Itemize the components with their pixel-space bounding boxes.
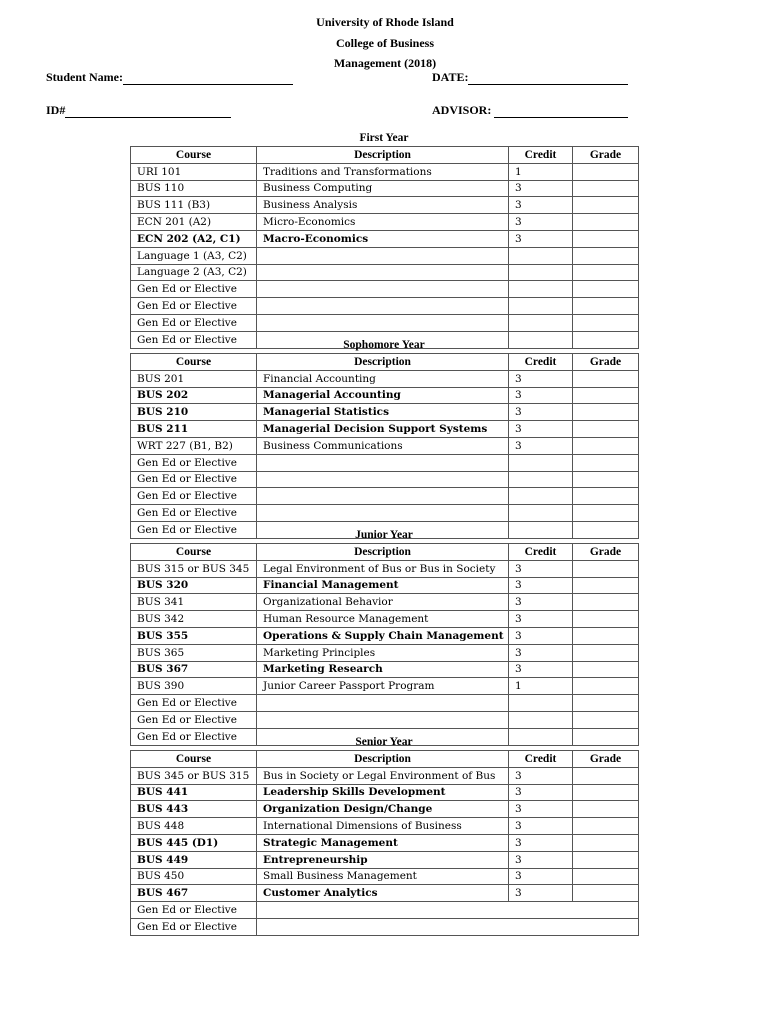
course-cell: Gen Ed or Elective	[131, 521, 257, 538]
table-header-row	[131, 354, 639, 371]
table-row	[131, 370, 639, 387]
description-cell: Customer Analytics	[257, 885, 509, 902]
course-cell: BUS 467	[131, 885, 257, 902]
course-cell: BUS 320	[131, 577, 257, 594]
grade-cell[interactable]	[573, 180, 639, 197]
table-row	[131, 818, 639, 835]
credit-cell: 3	[509, 370, 573, 387]
description-cell	[257, 711, 509, 728]
credit-cell: 3	[509, 661, 573, 678]
credit-cell: 3	[509, 214, 573, 231]
date-field[interactable]	[432, 70, 628, 85]
credit-cell: 3	[509, 577, 573, 594]
credit-cell: 3	[509, 437, 573, 454]
id-label: ID#	[46, 103, 66, 117]
grade-cell[interactable]	[573, 281, 639, 298]
grade-cell[interactable]	[573, 437, 639, 454]
credit-cell: 3	[509, 560, 573, 577]
grade-cell[interactable]	[573, 678, 639, 695]
course-cell: BUS 441	[131, 784, 257, 801]
table-row	[131, 577, 639, 594]
table-row	[131, 711, 639, 728]
description-cell	[257, 247, 509, 264]
description-column-header: Description	[257, 751, 509, 768]
table-row	[131, 163, 639, 180]
credit-cell: 3	[509, 885, 573, 902]
table-header-row	[131, 544, 639, 561]
course-cell: BUS 202	[131, 387, 257, 404]
course-cell: BUS 448	[131, 818, 257, 835]
description-cell	[257, 454, 509, 471]
credit-cell	[509, 314, 573, 331]
credit-cell	[509, 488, 573, 505]
course-cell: BUS 210	[131, 404, 257, 421]
course-cell: BUS 365	[131, 644, 257, 661]
course-cell: Language 2 (A3, C2)	[131, 264, 257, 281]
description-cell	[257, 505, 509, 522]
course-table	[130, 146, 639, 349]
course-cell: BUS 110	[131, 180, 257, 197]
advisor-field[interactable]	[432, 103, 628, 118]
credit-cell: 1	[509, 163, 573, 180]
table-row	[131, 868, 639, 885]
table-row	[131, 314, 639, 331]
id-blank[interactable]	[65, 105, 231, 118]
credit-column-header: Credit	[509, 751, 573, 768]
description-cell: Leadership Skills Development	[257, 784, 509, 801]
table-row	[131, 902, 639, 919]
course-cell: WRT 227 (B1, B2)	[131, 437, 257, 454]
grade-cell[interactable]	[573, 627, 639, 644]
grade-cell[interactable]	[573, 163, 639, 180]
description-cell: Strategic Management	[257, 834, 509, 851]
table-row	[131, 387, 639, 404]
credit-cell	[509, 711, 573, 728]
grade-cell[interactable]	[573, 387, 639, 404]
description-cell: Financial Accounting	[257, 370, 509, 387]
course-cell: BUS 355	[131, 627, 257, 644]
table-row	[131, 437, 639, 454]
grade-cell[interactable]	[573, 868, 639, 885]
grade-cell[interactable]	[573, 784, 639, 801]
credit-cell	[509, 264, 573, 281]
year-title: Junior Year	[355, 529, 413, 541]
course-cell: Gen Ed or Elective	[131, 711, 257, 728]
description-cell: Traditions and Transformations	[257, 163, 509, 180]
blank-span-cell[interactable]	[257, 918, 639, 935]
course-cell: ECN 201 (A2)	[131, 214, 257, 231]
description-cell: Business Communications	[257, 437, 509, 454]
description-cell	[257, 488, 509, 505]
grade-cell[interactable]	[573, 197, 639, 214]
advisor-label: ADVISOR:	[432, 103, 492, 117]
table-row	[131, 885, 639, 902]
advisor-blank[interactable]	[494, 105, 628, 118]
credit-cell: 3	[509, 801, 573, 818]
description-cell	[257, 314, 509, 331]
grade-cell[interactable]	[573, 454, 639, 471]
grade-cell[interactable]	[573, 661, 639, 678]
credit-cell: 3	[509, 594, 573, 611]
university-name: University of Rhode Island	[316, 15, 454, 29]
description-cell: Macro-Economics	[257, 230, 509, 247]
table-row	[131, 180, 639, 197]
course-column-header: Course	[131, 354, 257, 371]
table-row	[131, 488, 639, 505]
course-cell: Gen Ed or Elective	[131, 728, 257, 745]
grade-cell[interactable]	[573, 594, 639, 611]
description-cell: Organizational Behavior	[257, 594, 509, 611]
course-cell: Gen Ed or Elective	[131, 488, 257, 505]
table-row	[131, 834, 639, 851]
table-header-row	[131, 147, 639, 164]
grade-cell[interactable]	[573, 767, 639, 784]
course-cell: BUS 450	[131, 868, 257, 885]
description-cell: Business Computing	[257, 180, 509, 197]
description-cell	[257, 298, 509, 315]
description-cell	[257, 264, 509, 281]
description-cell: Micro-Economics	[257, 214, 509, 231]
grade-column-header: Grade	[573, 544, 639, 561]
credit-column-header: Credit	[509, 147, 573, 164]
credit-cell: 3	[509, 387, 573, 404]
date-label: DATE:	[432, 70, 469, 84]
table-row	[131, 851, 639, 868]
table-row	[131, 801, 639, 818]
program-name: Management (2018)	[333, 56, 437, 70]
credit-cell	[509, 505, 573, 522]
table-row	[131, 678, 639, 695]
credit-cell: 3	[509, 868, 573, 885]
credit-cell: 3	[509, 421, 573, 438]
grade-cell[interactable]	[573, 834, 639, 851]
description-cell: Bus in Society or Legal Environment of Bus	[257, 767, 509, 784]
grade-column-header: Grade	[573, 354, 639, 371]
description-cell: Marketing Principles	[257, 644, 509, 661]
description-column-header: Description	[257, 544, 509, 561]
course-cell: Gen Ed or Elective	[131, 454, 257, 471]
grade-cell[interactable]	[573, 711, 639, 728]
course-cell: BUS 390	[131, 678, 257, 695]
credit-cell	[509, 281, 573, 298]
grade-cell[interactable]	[573, 577, 639, 594]
year-title: Senior Year	[355, 736, 413, 748]
credit-cell: 3	[509, 818, 573, 835]
description-cell: Managerial Statistics	[257, 404, 509, 421]
credit-cell: 3	[509, 834, 573, 851]
student-name-label: Student Name:	[46, 70, 123, 84]
date-blank[interactable]	[468, 72, 628, 85]
table-row	[131, 471, 639, 488]
credit-cell: 3	[509, 197, 573, 214]
grade-cell[interactable]	[573, 644, 639, 661]
credit-cell: 3	[509, 627, 573, 644]
table-row	[131, 560, 639, 577]
description-cell: International Dimensions of Business	[257, 818, 509, 835]
course-cell: BUS 443	[131, 801, 257, 818]
id-field[interactable]	[46, 103, 231, 118]
course-cell: BUS 315 or BUS 345	[131, 560, 257, 577]
credit-cell: 3	[509, 180, 573, 197]
course-table	[130, 353, 639, 539]
credit-column-header: Credit	[509, 354, 573, 371]
grade-cell[interactable]	[573, 851, 639, 868]
course-cell: BUS 111 (B3)	[131, 197, 257, 214]
grade-cell[interactable]	[573, 885, 639, 902]
course-cell: Gen Ed or Elective	[131, 298, 257, 315]
description-cell: Managerial Accounting	[257, 387, 509, 404]
course-cell: Gen Ed or Elective	[131, 695, 257, 712]
credit-cell	[509, 247, 573, 264]
course-cell: URI 101	[131, 163, 257, 180]
credit-cell: 3	[509, 767, 573, 784]
blank-span-cell[interactable]	[257, 902, 639, 919]
grade-cell[interactable]	[573, 214, 639, 231]
course-cell: BUS 341	[131, 594, 257, 611]
table-row	[131, 695, 639, 712]
credit-cell: 3	[509, 404, 573, 421]
course-column-header: Course	[131, 544, 257, 561]
grade-cell[interactable]	[573, 370, 639, 387]
year-title: First Year	[359, 132, 409, 144]
course-cell: BUS 201	[131, 370, 257, 387]
table-row	[131, 404, 639, 421]
credit-column-header: Credit	[509, 544, 573, 561]
course-cell: BUS 367	[131, 661, 257, 678]
course-table	[130, 543, 639, 746]
credit-cell: 1	[509, 678, 573, 695]
table-row	[131, 594, 639, 611]
course-cell: Gen Ed or Elective	[131, 331, 257, 348]
table-row	[131, 214, 639, 231]
student-name-field[interactable]	[46, 70, 293, 85]
credit-cell: 3	[509, 611, 573, 628]
table-row	[131, 767, 639, 784]
table-row	[131, 644, 639, 661]
table-row	[131, 281, 639, 298]
description-cell: Managerial Decision Support Systems	[257, 421, 509, 438]
table-row	[131, 918, 639, 935]
grade-cell[interactable]	[573, 404, 639, 421]
description-cell	[257, 695, 509, 712]
description-cell: Financial Management	[257, 577, 509, 594]
course-cell: BUS 342	[131, 611, 257, 628]
course-column-header: Course	[131, 147, 257, 164]
credit-cell: 3	[509, 230, 573, 247]
description-cell: Small Business Management	[257, 868, 509, 885]
description-cell: Junior Career Passport Program	[257, 678, 509, 695]
course-table	[130, 750, 639, 936]
credit-cell	[509, 454, 573, 471]
course-cell: BUS 211	[131, 421, 257, 438]
grade-cell[interactable]	[573, 298, 639, 315]
table-row	[131, 197, 639, 214]
table-row	[131, 247, 639, 264]
course-column-header: Course	[131, 751, 257, 768]
grade-column-header: Grade	[573, 751, 639, 768]
course-cell: Gen Ed or Elective	[131, 314, 257, 331]
table-row	[131, 784, 639, 801]
grade-cell[interactable]	[573, 611, 639, 628]
grade-cell[interactable]	[573, 247, 639, 264]
grade-cell[interactable]	[573, 818, 639, 835]
grade-cell[interactable]	[573, 801, 639, 818]
grade-cell[interactable]	[573, 505, 639, 522]
table-row	[131, 611, 639, 628]
table-row	[131, 505, 639, 522]
credit-cell	[509, 298, 573, 315]
table-row	[131, 298, 639, 315]
grade-cell[interactable]	[573, 314, 639, 331]
grade-cell[interactable]	[573, 421, 639, 438]
grade-cell[interactable]	[573, 488, 639, 505]
student-name-blank[interactable]	[123, 72, 293, 85]
year-title: Sophomore Year	[343, 339, 425, 351]
grade-column-header: Grade	[573, 147, 639, 164]
description-cell: Human Resource Management	[257, 611, 509, 628]
credit-cell: 3	[509, 784, 573, 801]
description-cell: Marketing Research	[257, 661, 509, 678]
description-cell: Entrepreneurship	[257, 851, 509, 868]
course-cell: ECN 202 (A2, C1)	[131, 230, 257, 247]
grade-cell[interactable]	[573, 264, 639, 281]
grade-cell[interactable]	[573, 230, 639, 247]
grade-cell[interactable]	[573, 471, 639, 488]
table-row	[131, 264, 639, 281]
description-cell: Legal Environment of Bus or Bus in Society	[257, 560, 509, 577]
course-cell: BUS 345 or BUS 315	[131, 767, 257, 784]
course-cell: Gen Ed or Elective	[131, 505, 257, 522]
description-column-header: Description	[257, 354, 509, 371]
credit-cell: 3	[509, 851, 573, 868]
table-row	[131, 627, 639, 644]
description-cell: Business Analysis	[257, 197, 509, 214]
course-cell: Gen Ed or Elective	[131, 281, 257, 298]
course-cell: Gen Ed or Elective	[131, 902, 257, 919]
course-cell: Gen Ed or Elective	[131, 471, 257, 488]
credit-cell: 3	[509, 644, 573, 661]
credit-cell	[509, 471, 573, 488]
grade-cell[interactable]	[573, 695, 639, 712]
course-cell: Language 1 (A3, C2)	[131, 247, 257, 264]
description-cell: Organization Design/Change	[257, 801, 509, 818]
table-row	[131, 454, 639, 471]
table-row	[131, 661, 639, 678]
college-name: College of Business	[335, 36, 434, 50]
course-cell: Gen Ed or Elective	[131, 918, 257, 935]
description-cell	[257, 471, 509, 488]
credit-cell	[509, 695, 573, 712]
course-cell: BUS 445 (D1)	[131, 834, 257, 851]
grade-cell[interactable]	[573, 560, 639, 577]
course-cell: BUS 449	[131, 851, 257, 868]
description-cell: Operations & Supply Chain Management	[257, 627, 509, 644]
table-header-row	[131, 751, 639, 768]
description-cell	[257, 281, 509, 298]
table-row	[131, 421, 639, 438]
table-row	[131, 230, 639, 247]
description-column-header: Description	[257, 147, 509, 164]
